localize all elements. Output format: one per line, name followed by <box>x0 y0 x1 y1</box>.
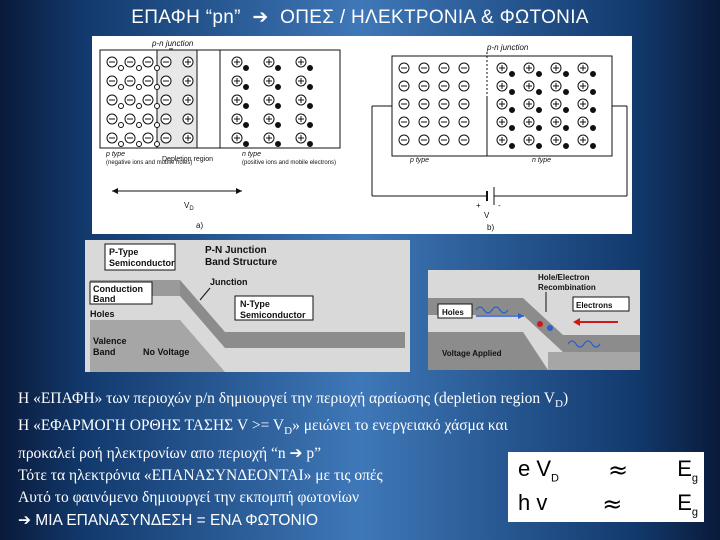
a-voltage: $V_D$ <box>184 201 194 212</box>
text-line-2: Η «ΕΦΑΡΜΟΓΗ ΟΡΘΗΣ ΤΑΣΗΣ $V >= V_D$» μειώνει το ενεργειακό χάσμα και <box>18 417 508 438</box>
b-caption: b) <box>487 223 495 232</box>
arrow-right-icon: ➔ <box>252 6 269 28</box>
electron-dot <box>537 144 542 149</box>
a-n-desc: (positive ions and mobile electrons) <box>242 160 337 166</box>
text-line-1: Η «ΕΠΑΦΗ» των περιοχών p/n δημιουργεί την περιοχή αραίωσης (depletion region $V_D$) <box>18 390 569 411</box>
rec-voltage-applied: Voltage Applied <box>442 349 502 358</box>
band-n-type-2: Semiconductor <box>240 310 306 320</box>
hole-dot <box>137 123 142 128</box>
arrow-right-icon: ➔ <box>18 511 31 530</box>
b-voltage: V <box>484 211 490 220</box>
hole-dot <box>547 325 553 331</box>
electron-dot <box>537 90 542 95</box>
electron-dot <box>591 72 596 77</box>
electron-dot <box>537 72 542 77</box>
electron-dot <box>308 66 313 71</box>
band-structure-figure <box>85 240 410 372</box>
electron-dot <box>591 126 596 131</box>
b-plus: + <box>476 201 481 210</box>
hole-dot <box>137 142 142 147</box>
pn-junction-figure <box>92 36 632 234</box>
electron-dot <box>308 104 313 109</box>
hole-dot <box>155 66 160 71</box>
pn-junction-diagram <box>92 36 632 234</box>
electron-dot <box>308 123 313 128</box>
electron-dot <box>276 66 281 71</box>
electron-dot <box>510 126 515 131</box>
electron-dot <box>308 85 313 90</box>
rec-electrons: Electrons <box>576 301 613 310</box>
hole-dot <box>155 104 160 109</box>
slide-title <box>0 6 720 29</box>
electron-dot <box>537 108 542 113</box>
rec-holes: Holes <box>442 308 464 317</box>
band-no-voltage: No Voltage <box>143 347 190 357</box>
band-n-type-1: N-Type <box>240 299 270 309</box>
equation-bandgap: e $V_D$ ≈ $E_g$ <box>518 456 698 485</box>
band-conduction-2: Band <box>93 294 116 304</box>
electron-dot <box>244 142 249 147</box>
electron-dot <box>276 85 281 90</box>
electron-dot <box>591 90 596 95</box>
hole-dot <box>137 104 142 109</box>
band-conduction-1: Conduction <box>93 284 143 294</box>
band-title-2: Band Structure <box>205 257 278 268</box>
approx-icon: ≈ <box>602 490 623 518</box>
a-dep-title: Depletion region <box>162 156 213 163</box>
b-n-title: n type <box>532 157 552 164</box>
b-minus: - <box>498 201 501 210</box>
electron-dot <box>276 104 281 109</box>
hole-dot <box>119 85 124 90</box>
electron-dot <box>276 142 281 147</box>
hole-dot <box>137 85 142 90</box>
electron-dot <box>510 144 515 149</box>
title-left: ΕΠΑΦΗ “pn” <box>131 7 241 28</box>
electron-dot <box>564 126 569 131</box>
n-region-ions <box>232 57 313 147</box>
band-structure-diagram <box>85 240 410 372</box>
hole-dot <box>155 123 160 128</box>
recombination-figure <box>428 270 640 370</box>
hole-dot <box>137 66 142 71</box>
electron-dot <box>564 108 569 113</box>
electron-dot <box>537 126 542 131</box>
electron-dot <box>276 123 281 128</box>
a-p-title: p type <box>106 151 126 158</box>
rec-title-2: Recombination <box>538 283 596 292</box>
band-valence-1: Valence <box>93 336 127 346</box>
a-caption: a) <box>196 221 204 230</box>
electron-dot <box>591 108 596 113</box>
band-p-type-1: P-Type <box>109 247 139 257</box>
a-p-desc: (negative ions and mobile holes) <box>106 160 193 166</box>
hole-dot <box>155 142 160 147</box>
band-valence-2: Band <box>93 347 116 357</box>
b-n-region <box>497 63 596 149</box>
hole-dot <box>119 123 124 128</box>
hole-dot <box>155 85 160 90</box>
hole-dot <box>119 142 124 147</box>
band-holes: Holes <box>90 309 115 319</box>
title-right: ΟΠΕΣ / ΗΛΕΚΤΡΟΝΙΑ & ΦΩΤΟΝΙΑ <box>280 7 589 28</box>
electron-dot <box>308 142 313 147</box>
electron-dot <box>537 321 543 327</box>
electron-dot <box>244 123 249 128</box>
band-title-1: P-N Junction <box>205 245 267 256</box>
equation-photon: h v ≈ $E_g$ <box>518 490 698 519</box>
hole-dot <box>119 66 124 71</box>
a-n-title: n type <box>242 151 262 158</box>
rec-title-1: Hole/Electron <box>538 273 590 282</box>
text-line-3: προκαλεί ροή ηλεκτρονίων απο περιοχή “n ➔ p” <box>18 444 322 463</box>
b-junction-label: p-n junction <box>487 43 529 52</box>
band-junction: Junction <box>210 277 248 287</box>
b-p-region <box>399 63 469 145</box>
electron-dot <box>564 72 569 77</box>
arrow-right-icon: ➔ <box>289 444 303 463</box>
recombination-diagram <box>428 270 640 370</box>
electron-dot <box>510 108 515 113</box>
band-p-type-2: Semiconductor <box>109 258 175 268</box>
electron-dot <box>244 104 249 109</box>
approx-icon: ≈ <box>608 456 629 484</box>
electron-dot <box>564 90 569 95</box>
hole-dot <box>119 104 124 109</box>
text-line-6: ➔ ΜΙΑ ΕΠΑΝΑΣΥΝΔΕΣΗ = ΕΝΑ ΦΩΤΟΝΙΟ <box>18 511 319 530</box>
text-line-4: Τότε τα ηλεκτρόνια «ΕΠΑΝΑΣΥΝΔΕΟΝΤΑΙ» με τις οπές <box>18 467 383 485</box>
electron-dot <box>510 90 515 95</box>
electron-dot <box>564 144 569 149</box>
b-p-title: p type <box>410 157 430 164</box>
electron-dot <box>244 66 249 71</box>
electron-dot <box>244 85 249 90</box>
text-line-5: Αυτό το φαινόμενο δημιουργεί την εκπομπή φωτονίων <box>18 489 359 507</box>
a-junction-label: p-n junction <box>152 39 194 48</box>
equation-box <box>508 452 704 522</box>
electron-dot <box>591 144 596 149</box>
electron-dot <box>510 72 515 77</box>
